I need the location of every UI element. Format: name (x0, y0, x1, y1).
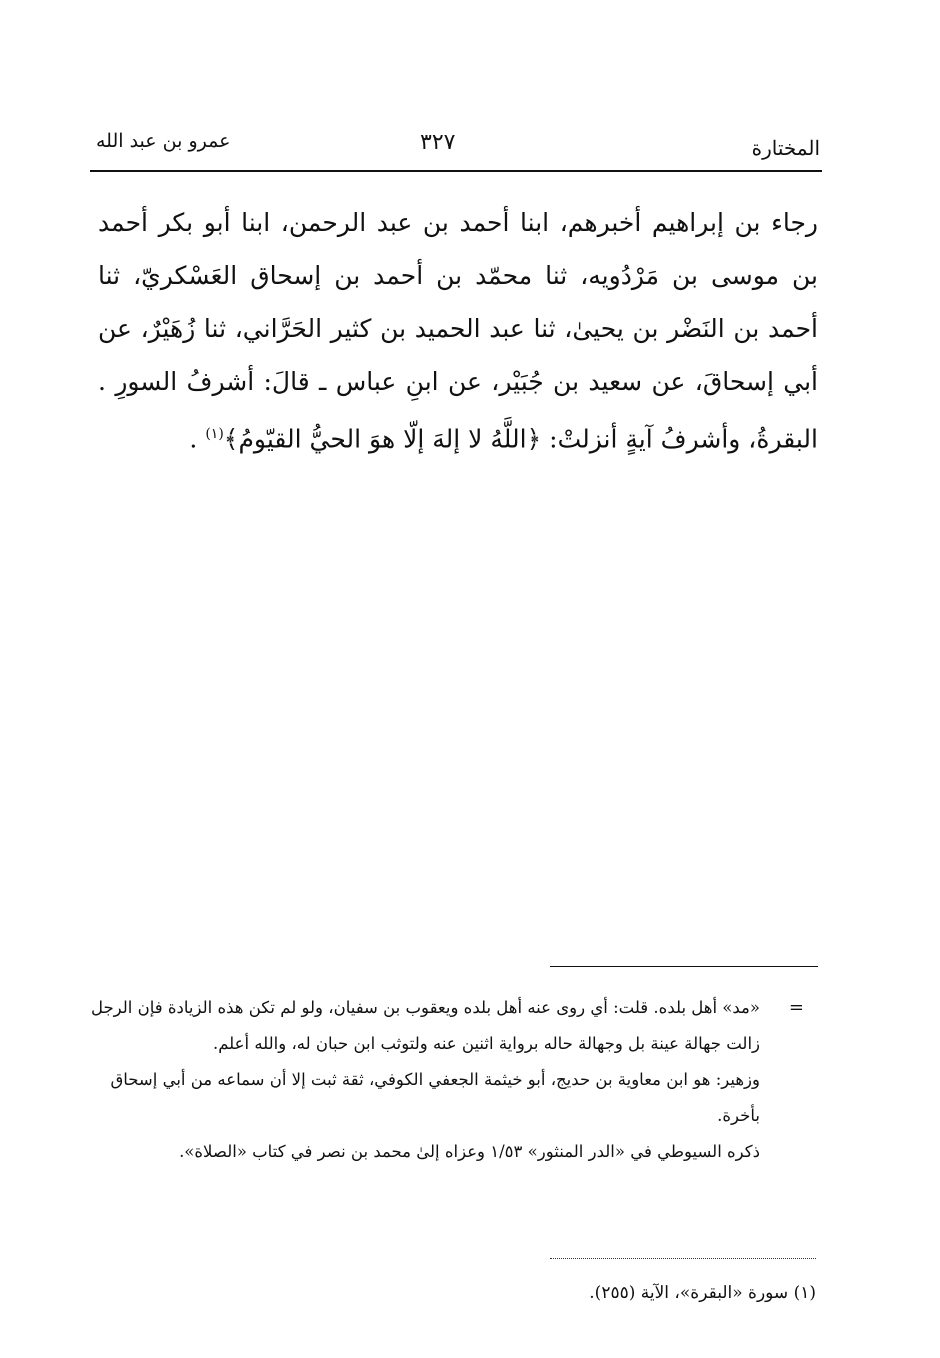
notes-block (90, 990, 818, 1170)
main-text (98, 196, 818, 465)
header-rule (90, 170, 822, 172)
note-line-2: وزهير: هو ابن معاوية بن حديج، أبو خيثمة الجعفي الكوفي، ثقة ثبت إلا أن سماعه من أبي إسحاق بأخرة. (110, 1070, 760, 1125)
continuation-mark: = (788, 997, 804, 1018)
page-number: ٣٢٧ (420, 130, 456, 155)
book-title: المختارة (751, 136, 820, 160)
hadith-text: رجاء بن إبراهيم أخبرهم، ابنا أحمد بن عبد الرحمن، ابنا أبو بكر أحمد بن موسى بن مَرْدُويه، ثنا محمّد بن أحمد بن إسحاق العَسْكريّ، ثنا أحمد بن النَضْر بن يحيىٰ، ثنا عبد الحميد بن كثير الحَرَّاني، ثنا زُهَيْرٌ، عن أبي إسحاقَ، عن سعيد بن جُبَيْر، عن ابنِ عباس ـ قالَ: أشرفُ السورِ . البقرةُ، وأشرفُ آيةٍ أنزلتْ: ﴿اللَّهُ لا إلهَ إلّا هوَ الحيُّ القيّومُ﴾ (98, 208, 818, 454)
running-header (90, 126, 822, 174)
end-punct: . (189, 424, 206, 454)
section-title: عمرو بن عبد الله (96, 130, 231, 152)
note-line-1: «مد» أهل بلده. قلت: أي روى عنه أهل بلده ويعقوب بن سفيان، ولو لم تكن هذه الزيادة فإن الرجل زالت جهالة عينة بل وجهالة حاله برواية اثنين عنه ولتوثب ابن حبان له، والله أعلم. (90, 998, 760, 1053)
note-continued (90, 990, 818, 1062)
footnote-marker: (١) (205, 426, 224, 442)
dotted-rule (550, 1258, 816, 1259)
footnote-rule (550, 966, 818, 967)
footnote-1: (١) سورة «البقرة»، الآية (٢٥٥). (589, 1283, 816, 1303)
hadith-paragraph (98, 196, 818, 465)
note-line-3: ذكره السيوطي في «الدر المنثور» ١/٥٣ وعزاه إلىٰ محمد بن نصر في كتاب «الصلاة». (179, 1142, 760, 1161)
